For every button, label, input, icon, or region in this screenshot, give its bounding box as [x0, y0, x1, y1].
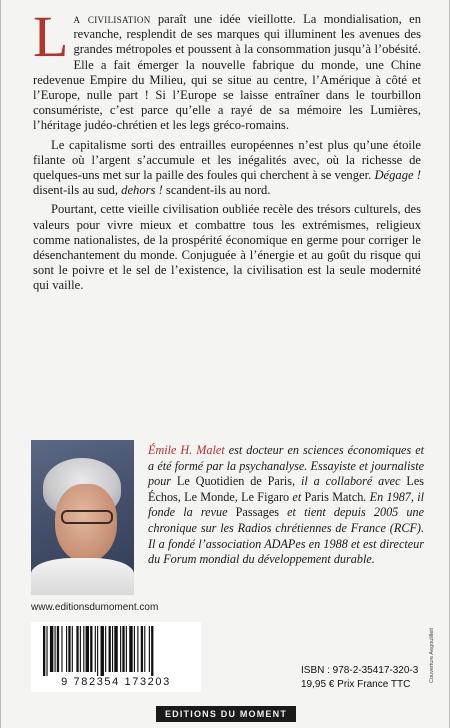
bio-publication: Les Échos, Le Monde, Le Figaro: [148, 474, 424, 504]
barcode-bar: [122, 626, 124, 672]
blurb: [33, 4, 421, 298]
barcode-bar: [83, 626, 84, 672]
blurb-paragraph-2: [33, 138, 421, 199]
bio-text: . En 1987, il fonde la revue: [148, 489, 424, 520]
barcode-bar: [137, 626, 138, 672]
author-photo: [31, 440, 134, 595]
barcode-bar: [149, 626, 150, 672]
bio-text: et tient depuis 2005 une chronique sur les Radios chrétiennes de France (RCF). Il a fondé l’association ADAPes en 1988 et est directeur du Forum mondial du développement durable.: [148, 505, 425, 567]
barcode-bar: [46, 626, 47, 676]
barcode-bar: [72, 626, 73, 672]
barcode-bar: [97, 626, 98, 676]
bio-text: est docteur en sciences économiques et a été formé par la psychanalyse. Essayiste et journaliste pour: [148, 443, 424, 489]
small-caps-opening: a civilisation: [73, 12, 151, 26]
paragraph-text: scandent-ils au nord.: [162, 183, 271, 198]
barcode-bars: [39, 626, 193, 676]
italic-phrase: dehors !: [121, 183, 163, 198]
barcode-bar: [126, 626, 127, 672]
barcode-bar: [61, 626, 62, 672]
barcode-bar: [105, 626, 106, 672]
isbn-number: ISBN : 978-2-35417-320-3: [301, 665, 419, 676]
bio-text: et: [289, 489, 305, 504]
bio-publication: Le Quotidien de Paris: [176, 474, 293, 489]
barcode-bar: [120, 626, 121, 672]
bio-publication: Passages: [235, 505, 279, 520]
blurb-paragraph-1: [33, 4, 421, 134]
price: 19,95 € Prix France TTC: [301, 679, 411, 690]
barcode-bar: [80, 626, 81, 672]
barcode-bar: [112, 626, 113, 672]
barcode-bar: [151, 626, 153, 676]
italic-phrase: Dégage !: [374, 168, 421, 183]
barcode-number: 9 782354 173203: [61, 676, 171, 688]
publisher-website[interactable]: www.editionsdumoment.com: [31, 602, 159, 613]
barcode-bar: [134, 626, 135, 672]
bio-publication: Paris Match: [304, 489, 364, 504]
barcode-bar: [57, 626, 59, 672]
paragraph-text: paraît une idée vieillotte. La mondialisation, en revanche, resplendit de ses marques qui illuminent les avenues des grandes métropoles et poussent à la consommation jusqu’à l’obésité. Elle a fait émerger la nouvelle fabrique du monde, une Chine redevenue Empire du Milieu, qui se situe au centre, l’Amérique à côté et l’Europe, nulle part ! Si l’Europe se laisse entraîner dans le tourbillon consumériste, c’est parce qu’elle a rayé de sa mémoire les Lumières, l’héritage judéo-chrétien et les legs gréco-romains.: [33, 12, 421, 133]
author-bio: [148, 443, 424, 568]
barcode-bar: [86, 626, 89, 672]
barcode-bar: [90, 626, 92, 672]
isbn-block: [301, 664, 418, 692]
barcode-bar: [50, 626, 53, 672]
barcode-bar: [144, 626, 145, 672]
barcode-bar: [55, 626, 56, 672]
barcode-bar: [114, 626, 117, 672]
cover-credit: Couverture Aegoulilleit: [429, 627, 435, 683]
barcode-bar: [66, 626, 67, 672]
barcode-bar: [129, 626, 132, 672]
barcode-bar: [141, 626, 143, 672]
barcode-bar: [95, 626, 96, 672]
barcode-bar: [68, 626, 70, 672]
barcode-bar: [43, 626, 45, 676]
barcode: [31, 622, 201, 692]
barcode-bar: [76, 626, 78, 672]
drop-cap: L: [33, 4, 69, 69]
bio-text: , il a collaboré avec: [292, 474, 407, 489]
barcode-bar: [101, 626, 104, 676]
paragraph-text: Le capitalisme sorti des entrailles européennes n’est plus qu’une étoile filante où l’argent s’accumule et les inégalités avec, où la richesse de quelques-uns met sur la paille des foules qui cherchent à se venger.: [33, 137, 421, 183]
publisher-logo: EDITIONS DU MOMENT: [156, 706, 296, 722]
barcode-bar: [109, 626, 111, 672]
photo-glasses: [61, 510, 113, 524]
photo-shirt: [31, 558, 134, 595]
paragraph-text: disent-ils au sud,: [33, 183, 122, 198]
author-name: Émile H. Malet: [148, 443, 225, 457]
blurb-paragraph-3: Pourtant, cette vieille civilisation oubliée recèle des trésors culturels, des valeurs pour vivre mieux et combattre tous les extrémismes, religieux comme nationalistes, de la prospérité économique en germe pour corriger le désenchantement du monde. Conjuguée à l’énergie et au goût du risque qui sont le poivre et le sel de l’existence, la civilisation est la seule modernité qui vaille.: [33, 202, 421, 293]
